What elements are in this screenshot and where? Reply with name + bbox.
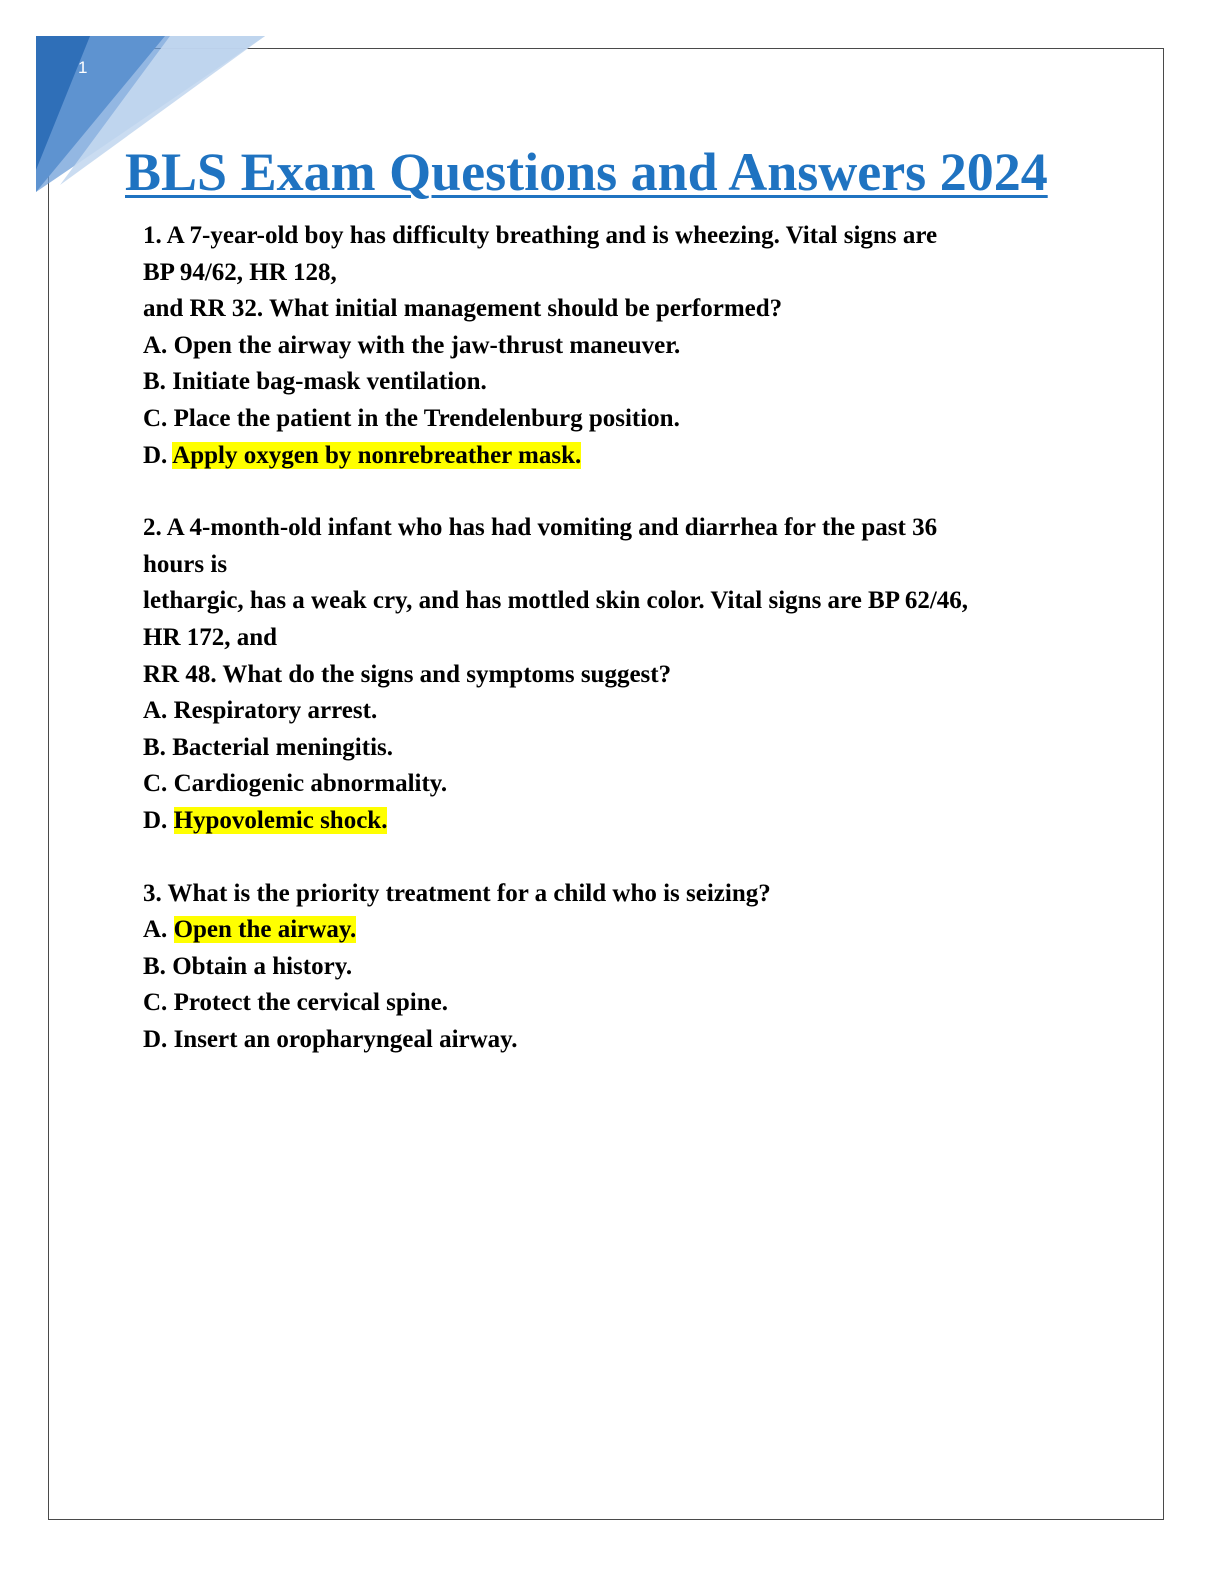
answer-option: [143, 985, 1103, 1022]
answer-option: [143, 693, 1103, 730]
question-stem-line: BP 94/62, HR 128,: [143, 258, 337, 286]
option-text: Cardiogenic abnormality.: [173, 770, 448, 798]
question-stem-line: 1. A 7-year-old boy has difficulty breathing and is wheezing. Vital signs are: [143, 222, 938, 249]
option-text: Respiratory arrest.: [173, 697, 378, 725]
option-letter: C.: [143, 989, 168, 1017]
page-number: 1: [78, 58, 88, 77]
option-letter: C.: [143, 770, 168, 798]
option-letter: A.: [143, 697, 168, 725]
question-stem-line: 3. What is the priority treatment for a child who is seizing?: [143, 879, 771, 907]
answer-option: [143, 912, 1103, 949]
answer-option: [143, 730, 1103, 767]
option-text: Obtain a history.: [172, 952, 353, 980]
question-stem-line: 2. A 4-month-old infant who has had vomiting and diarrhea for the past 36: [143, 514, 938, 542]
question-stem-line: HR 172, and: [143, 623, 278, 651]
correct-answer-text: Hypovolemic shock.: [173, 806, 388, 834]
question-stem-line: hours is: [143, 550, 228, 578]
question-stem-line: RR 48. What do the signs and symptoms suggest?: [143, 660, 672, 688]
option-text: Protect the cervical spine.: [173, 989, 449, 1017]
option-text: Place the patient in the Trendelenburg position.: [173, 404, 680, 432]
answer-option: [143, 1022, 1103, 1059]
answer-option: [143, 766, 1103, 803]
option-letter: B.: [143, 952, 166, 980]
option-letter: A.: [143, 916, 168, 944]
question-stem-line: and RR 32. What initial management should be performed?: [143, 295, 783, 323]
answer-option: [143, 438, 1103, 475]
question-list: [143, 218, 1103, 1094]
question-2: [143, 510, 1103, 839]
answer-option: [143, 401, 1103, 438]
option-letter: C.: [143, 404, 168, 432]
answer-option: [143, 328, 1103, 365]
correct-answer-text: Apply oxygen by nonrebreather mask.: [172, 441, 582, 469]
option-letter: A.: [143, 331, 168, 359]
correct-answer-text: Open the airway.: [173, 916, 357, 944]
answer-option: [143, 364, 1103, 401]
question-1: [143, 218, 1103, 474]
option-text: Initiate bag-mask ventilation.: [172, 368, 487, 396]
question-3: [143, 876, 1103, 1059]
option-text: Insert an oropharyngeal airway.: [173, 1025, 518, 1053]
option-letter: B.: [143, 368, 166, 396]
option-letter: D.: [143, 806, 168, 834]
page-title: BLS Exam Questions and Answers 2024: [125, 142, 1048, 202]
option-letter: D.: [143, 441, 168, 469]
option-letter: D.: [143, 1025, 168, 1053]
option-letter: B.: [143, 733, 166, 761]
option-text: Open the airway with the jaw-thrust maneuver.: [173, 331, 681, 359]
answer-option: [143, 949, 1103, 986]
option-text: Bacterial meningitis.: [172, 733, 393, 761]
answer-option: [143, 803, 1103, 840]
question-stem-line: lethargic, has a weak cry, and has mottled skin color. Vital signs are BP 62/46,: [143, 587, 969, 615]
